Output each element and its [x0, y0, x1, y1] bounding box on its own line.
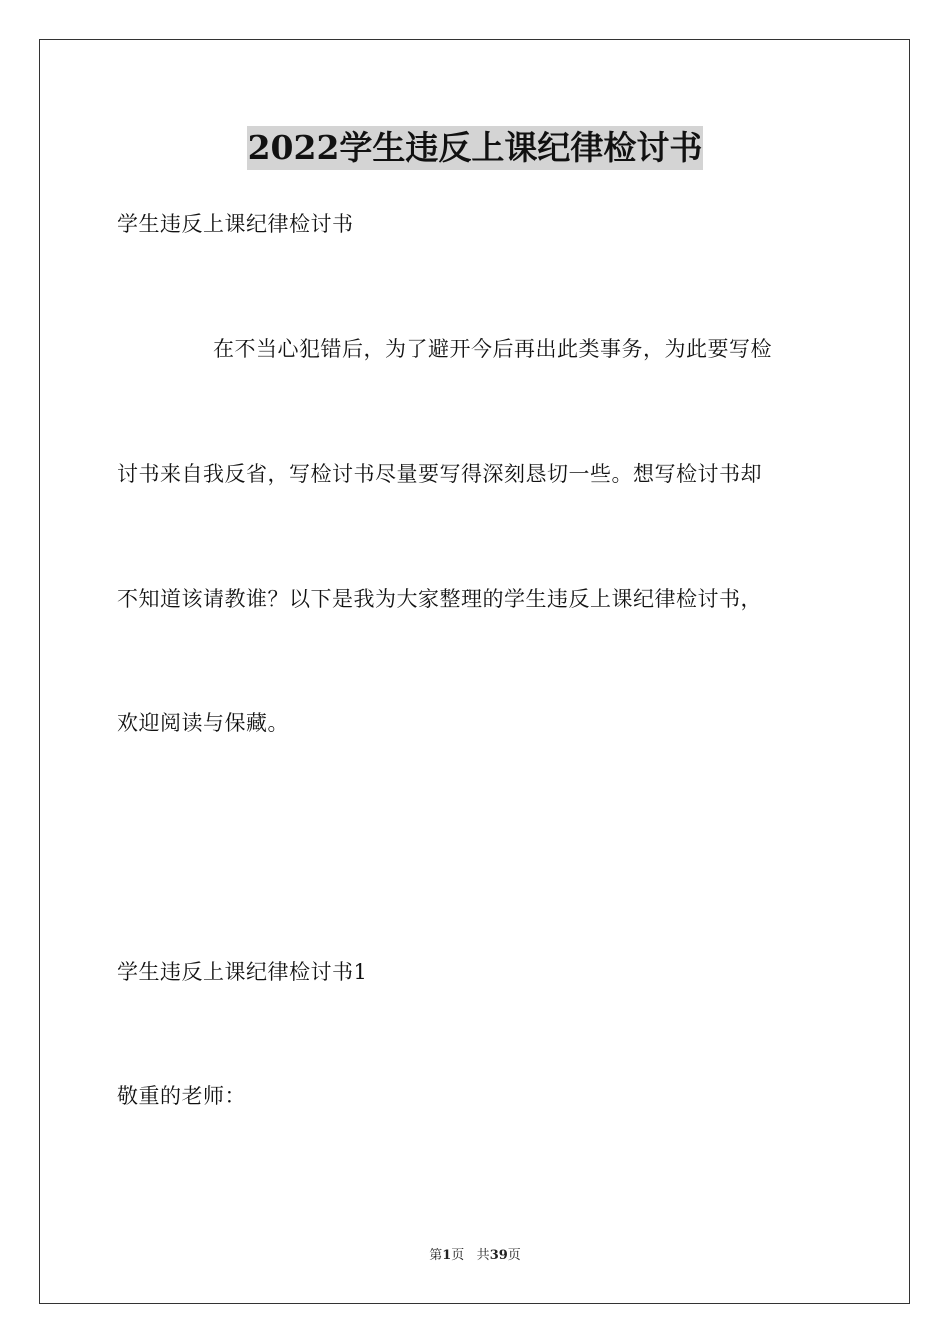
- document-title-text: 2022学生违反上课纪律检讨书: [247, 126, 704, 170]
- document-title: [0, 126, 950, 170]
- paragraph-line-1: 在不当心犯错后，为了避开今后再出此类事务，为此要写检: [213, 337, 772, 361]
- footer-total-suffix: 页: [507, 1248, 521, 1263]
- paragraph-line-3: 不知道该请教谁？以下是我为大家整理的学生违反上课纪律检讨书，: [117, 587, 762, 611]
- footer-page-prefix: 第: [429, 1248, 443, 1263]
- paragraph-line-4: 欢迎阅读与保藏。: [117, 711, 289, 735]
- footer-page-suffix: 页: [451, 1248, 465, 1263]
- subtitle-line: 学生违反上课纪律检讨书: [117, 212, 354, 236]
- footer-total-prefix: 共: [476, 1248, 490, 1263]
- footer-page-number: 1: [442, 1248, 452, 1263]
- page-footer: [0, 1247, 950, 1265]
- footer-total-pages: 39: [489, 1248, 508, 1263]
- salutation-line: 敬重的老师：: [117, 1084, 246, 1108]
- paragraph-line-2: 讨书来自我反省，写检讨书尽量要写得深刻恳切一些。想写检讨书却: [117, 462, 762, 486]
- section-heading: 学生违反上课纪律检讨书1: [117, 960, 368, 984]
